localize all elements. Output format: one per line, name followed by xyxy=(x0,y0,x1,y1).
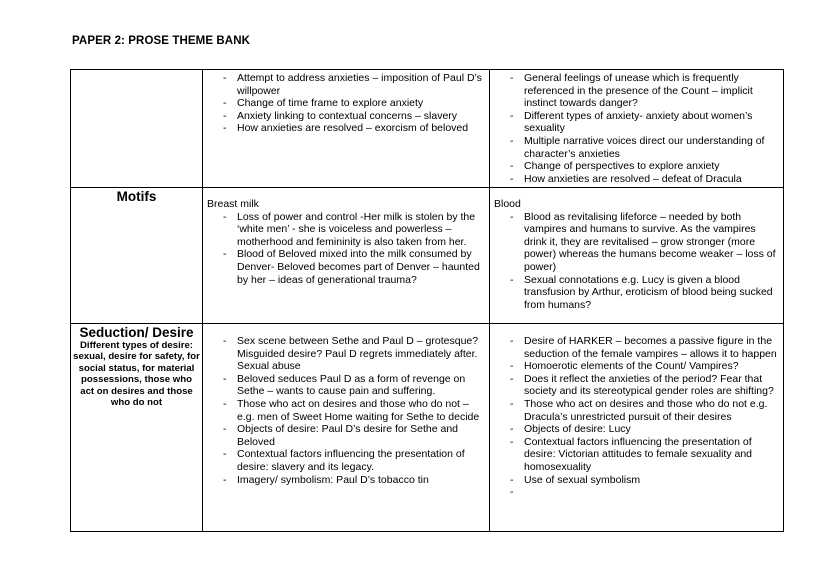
list-item: - Those who act on desires and those who do not e.g. Dracula’s unrestricted pursuit of their desires xyxy=(490,398,783,423)
list-item: - Blood as revitalising lifeforce – needed by both vampires and humans to survive. As the vampires drink it, they are revitalised – grow stronger (more power) whereas the humans become weaker – loss of power) xyxy=(490,211,783,274)
beloved-point-list xyxy=(203,72,489,135)
theme-cell xyxy=(71,70,203,188)
dracula-point-list xyxy=(490,211,783,312)
list-item: - Imagery/ symbolism: Paul D’s tobacco tin xyxy=(203,474,489,487)
motif-label: Breast milk xyxy=(207,198,259,210)
list-item: - Change of perspectives to explore anxiety xyxy=(490,160,783,173)
theme-cell xyxy=(71,324,203,532)
list-item: - Different types of anxiety- anxiety about women’s sexuality xyxy=(490,110,783,135)
dracula-cell xyxy=(490,70,784,188)
list-item: - Change of time frame to explore anxiety xyxy=(203,97,489,110)
list-item: - Multiple narrative voices direct our understanding of character’s anxieties xyxy=(490,135,783,160)
beloved-cell xyxy=(203,188,490,324)
dracula-cell xyxy=(490,324,784,532)
beloved-cell xyxy=(203,70,490,188)
theme-title: Motifs xyxy=(116,189,157,204)
table-row xyxy=(71,324,784,532)
list-item: - General feelings of unease which is frequently referenced in the presence of the Count – implicit instinct towards danger? xyxy=(490,72,783,110)
list-item: - Desire of HARKER – becomes a passive figure in the seduction of the female vampires – allows it to happen xyxy=(490,335,783,360)
dracula-point-list xyxy=(490,335,783,499)
list-item: - Attempt to address anxieties – imposition of Paul D’s willpower xyxy=(203,72,489,97)
list-item: - Those who act on desires and those who do not – e.g. men of Sweet Home waiting for Sethe to decide xyxy=(203,398,489,423)
motif-label: Blood xyxy=(494,198,521,210)
list-item: - Sexual connotations e.g. Lucy is given a blood transfusion by Arthur, eroticism of blood being sucked from humans? xyxy=(490,274,783,312)
list-item: - How anxieties are resolved – defeat of Dracula xyxy=(490,173,783,186)
table-row xyxy=(71,70,784,188)
list-item: - How anxieties are resolved – exorcism of beloved xyxy=(203,122,489,135)
theme-bank-table xyxy=(70,69,784,532)
list-item: - Loss of power and control -Her milk is stolen by the ‘white men’ - she is voiceless and powerless – motherhood and femininity is also taken from her. xyxy=(203,211,489,249)
theme-subtitle: Different types of desire: sexual, desire for safety, for social status, for material possessions, those who act on desires and those who do not xyxy=(73,340,200,409)
dracula-point-list xyxy=(490,72,783,185)
theme-title: Seduction/ Desire xyxy=(79,325,194,340)
list-item: - Sex scene between Sethe and Paul D – grotesque? Misguided desire? Paul D regrets immediately after. Sexual abuse xyxy=(203,335,489,373)
list-item: - Contextual factors influencing the presentation of desire: Victorian attitudes to female sexuality and homosexuality xyxy=(490,436,783,474)
beloved-point-list xyxy=(203,335,489,486)
list-item xyxy=(490,486,783,499)
beloved-cell xyxy=(203,324,490,532)
page-title: PAPER 2: PROSE THEME BANK xyxy=(72,35,251,47)
list-item: - Anxiety linking to contextual concerns – slavery xyxy=(203,110,489,123)
dracula-cell xyxy=(490,188,784,324)
list-item: - Objects of desire: Paul D’s desire for Sethe and Beloved xyxy=(203,423,489,448)
list-item: - Use of sexual symbolism xyxy=(490,474,783,487)
list-item: - Blood of Beloved mixed into the milk consumed by Denver- Beloved becomes part of Denver – haunted by her – ideas of generational trauma? xyxy=(203,248,489,286)
list-item: - Beloved seduces Paul D as a form of revenge on Sethe – wants to cause pain and suffering. xyxy=(203,373,489,398)
list-item: - Homoerotic elements of the Count/ Vampires? xyxy=(490,360,783,373)
table-row xyxy=(71,188,784,324)
theme-cell xyxy=(71,188,203,324)
beloved-point-list xyxy=(203,211,489,287)
list-item: - Objects of desire: Lucy xyxy=(490,423,783,436)
list-item: - Does it reflect the anxieties of the period? Fear that society and its stereotypical gender roles are shifting? xyxy=(490,373,783,398)
list-item: - Contextual factors influencing the presentation of desire: slavery and its legacy. xyxy=(203,448,489,473)
